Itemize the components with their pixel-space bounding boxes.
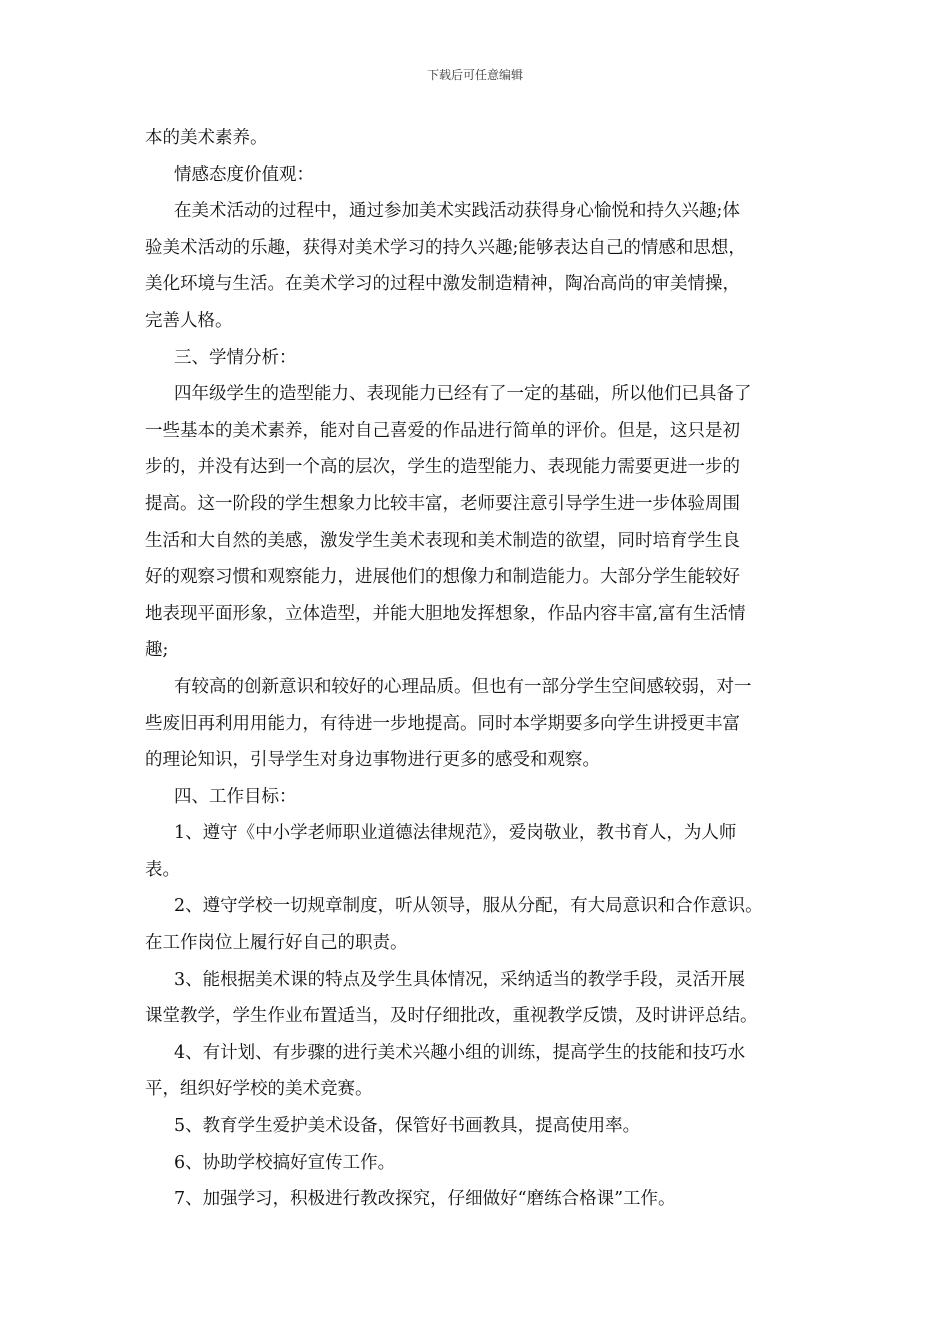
text-line: 地表现平面形象，立体造型，并能大胆地发挥想象，作品内容丰富,富有生活情 [145,603,746,624]
document-body [145,120,813,1218]
text-line: 完善人格。 [145,310,233,331]
text-line: 表。 [145,859,180,880]
text-line: 好的观察习惯和观察能力，进展他们的想像力和制造能力。大部分学生能较好 [145,567,740,588]
section-heading: 情感态度价值观： [174,164,314,185]
text-line: 美化环境与生活。在美术学习的过程中激发制造精神，陶冶高尚的审美情操， [145,274,740,295]
section-heading: 三、学情分析： [174,347,297,368]
text-line: 步的，并没有达到一个高的层次，学生的造型能力、表现能力需要更进一步的 [145,457,740,478]
text-line: 趣; [145,640,169,661]
section-heading: 四、工作目标： [174,786,297,807]
text-line: 课堂教学，学生作业布置适当，及时仔细批改，重视教学反馈，及时讲评总结。 [145,1006,758,1027]
text-line: 提高。这一阶段的学生想象力比较丰富，老师要注意引导学生进一步体验周围 [145,493,740,514]
text-line: 平，组织好学校的美术竞赛。 [145,1079,373,1100]
text-line: 在工作岗位上履行好自己的职责。 [145,933,408,954]
list-item: 2、遵守学校一切规章制度，听从领导，服从分配，有大局意识和合作意识。 [174,896,763,917]
text-line: 的理论知识，引导学生对身边事物进行更多的感受和观察。 [145,750,600,771]
list-item: 6、协助学校搞好宣传工作。 [174,1152,396,1173]
list-item: 7、加强学习，积极进行教改探究，仔细做好“磨练合格课”工作。 [174,1189,676,1210]
text-line: 些废旧再利用用能力，有待进一步地提高。同时本学期要多向学生讲授更丰富 [145,713,740,734]
text-line: 验美术活动的乐趣，获得对美术学习的持久兴趣;能够表达自己的情感和思想， [145,237,746,258]
text-line: 本的美术素养。 [145,128,268,148]
text-line: 生活和大自然的美感，激发学生美术表现和美术制造的欲望，同时培育学生良 [145,530,740,551]
text-line: 四年级学生的造型能力、表现能力已经有了一定的基础，所以他们已具备了 [174,384,752,405]
list-item: 5、教育学生爱护美术设备，保管好书画教具，提高使用率。 [174,1116,641,1137]
text-line: 在美术活动的过程中，通过参加美术实践活动获得身心愉悦和持久兴趣;体 [174,201,740,222]
list-item: 4、有计划、有步骤的进行美术兴趣小组的训练，提高学生的技能和技巧水 [174,1042,746,1063]
text-line: 有较高的创新意识和较好的心理品质。但也有一部分学生空间感较弱，对一 [174,676,752,697]
list-item: 3、能根据美术课的特点及学生具体情况，采纳适当的教学手段，灵活开展 [174,969,746,990]
text-line: 一些基本的美术素养，能对自己喜爱的作品进行简单的评价。但是，这只是初 [145,420,740,441]
list-item: 1、遵守《中小学老师职业道德法律规范》，爱岗敬业，教书育人，为人师 [174,823,737,844]
page-header-note: 下载后可任意编辑 [426,68,523,82]
